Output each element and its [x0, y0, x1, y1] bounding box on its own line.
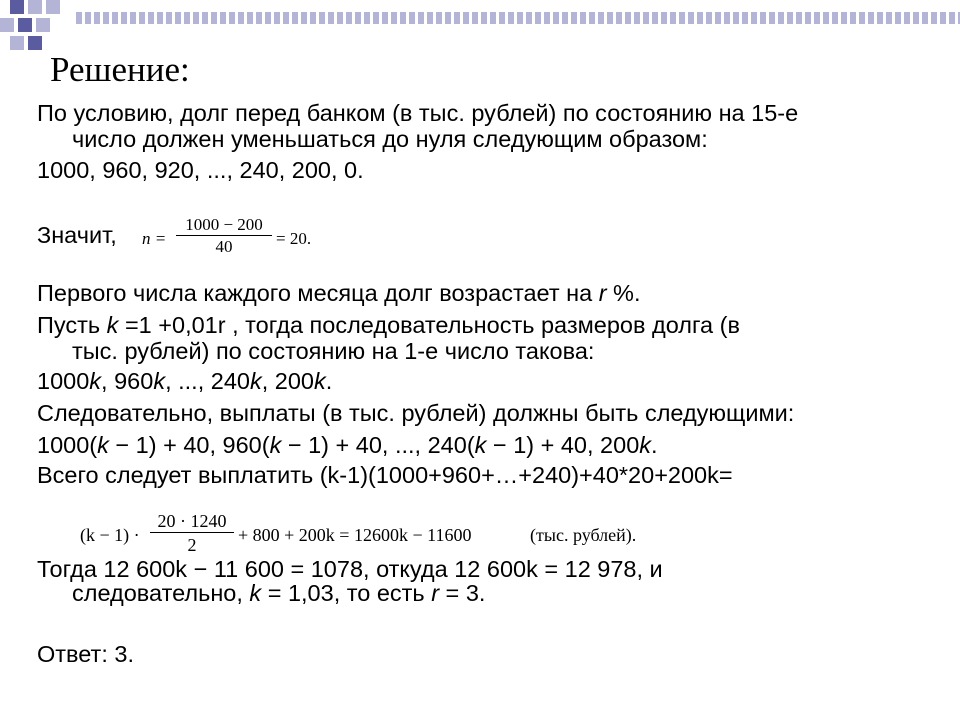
- text: ,: [261, 368, 275, 394]
- text: .: [325, 368, 333, 394]
- formula-n-lhs: n =: [142, 229, 167, 248]
- slide-title: Решение:: [50, 50, 190, 89]
- text: Пусть: [37, 312, 107, 338]
- payments-list: [37, 432, 658, 459]
- deco-square: [36, 18, 50, 32]
- formula-n-numerator: 1000 − 200: [185, 215, 263, 234]
- text: ,: [101, 368, 115, 394]
- formula-total-right: + 800 + 200k = 12600k − 11600: [238, 525, 472, 545]
- var-k: k: [269, 432, 282, 458]
- formula-n-denominator: 40: [215, 237, 233, 256]
- text: = 3.: [439, 580, 486, 606]
- text: − 1) + 40, 200: [486, 432, 640, 458]
- pust-line-1: [37, 312, 740, 339]
- text: .: [651, 432, 658, 458]
- var-k: k: [314, 368, 326, 394]
- deco-square: [46, 0, 60, 14]
- text: ..., 240: [178, 368, 250, 394]
- var-r: r: [431, 580, 440, 606]
- text: 1000: [37, 368, 90, 394]
- payments-heading: Следовательно, выплаты (в тыс. рублей) должны быть следующими:: [37, 400, 795, 426]
- condition-line-1: По условию, долг перед банком (в тыс. рублей) по состоянию на 15-е: [37, 100, 799, 126]
- deco-square: [10, 36, 24, 50]
- var-k: k: [639, 432, 652, 458]
- text: %.: [606, 280, 641, 306]
- formula-total-numerator: 20 · 1240: [157, 511, 227, 531]
- text: − 1) + 40, ..., 240(: [281, 432, 475, 458]
- condition-line-2: число должен уменьшаться до нуля следующим образом:: [72, 126, 708, 152]
- formula-n-rhs: = 20.: [276, 229, 312, 248]
- text: Первого числа каждого месяца долг возрастает на: [37, 280, 599, 306]
- var-k: k: [89, 368, 102, 394]
- znachit-label: Значит,: [37, 222, 117, 248]
- deco-square: [0, 18, 14, 32]
- var-k: k: [97, 432, 109, 458]
- answer: Ответ: 3.: [37, 641, 134, 667]
- togda-line-1: Тогда 12 600k − 11 600 = 1078, откуда 12 600k = 12 978, и: [37, 556, 663, 582]
- deco-square: [28, 36, 42, 50]
- deco-square: [10, 0, 24, 14]
- var-k: k: [106, 312, 119, 338]
- text: следовательно,: [72, 580, 250, 606]
- togda-line-2: [72, 580, 485, 607]
- total-payment: Всего следует выплатить (k-1)(1000+960+…+240)+40*20+200k=: [37, 462, 733, 488]
- var-k: k: [153, 368, 166, 394]
- formula-total-left: (k − 1) ·: [80, 525, 140, 545]
- text: 1000(: [37, 432, 98, 458]
- var-r: r: [598, 280, 607, 306]
- text: = 1,03, то есть: [261, 580, 432, 606]
- debt-sequence: 1000, 960, 920, ..., 240, 200, 0.: [37, 157, 364, 183]
- var-k: k: [249, 580, 262, 606]
- text: − 1) + 40, 960(: [108, 432, 270, 458]
- pust-line-2: тыс. рублей) по состоянию на 1-е число такова:: [72, 338, 595, 364]
- text: 200: [274, 368, 315, 394]
- var-k: k: [249, 368, 262, 394]
- text: =1 +0,01r , тогда последовательность размеров долга (в: [118, 312, 740, 338]
- text: ,: [165, 368, 179, 394]
- formula-total-denominator: 2: [187, 535, 197, 555]
- deco-square: [18, 18, 32, 32]
- sequence-k: [37, 368, 332, 395]
- text: 960: [114, 368, 154, 394]
- deco-square: [28, 0, 42, 14]
- first-day-growth: [37, 280, 640, 307]
- var-k: k: [474, 432, 487, 458]
- formula-total-unit: (тыс. рублей).: [530, 525, 637, 545]
